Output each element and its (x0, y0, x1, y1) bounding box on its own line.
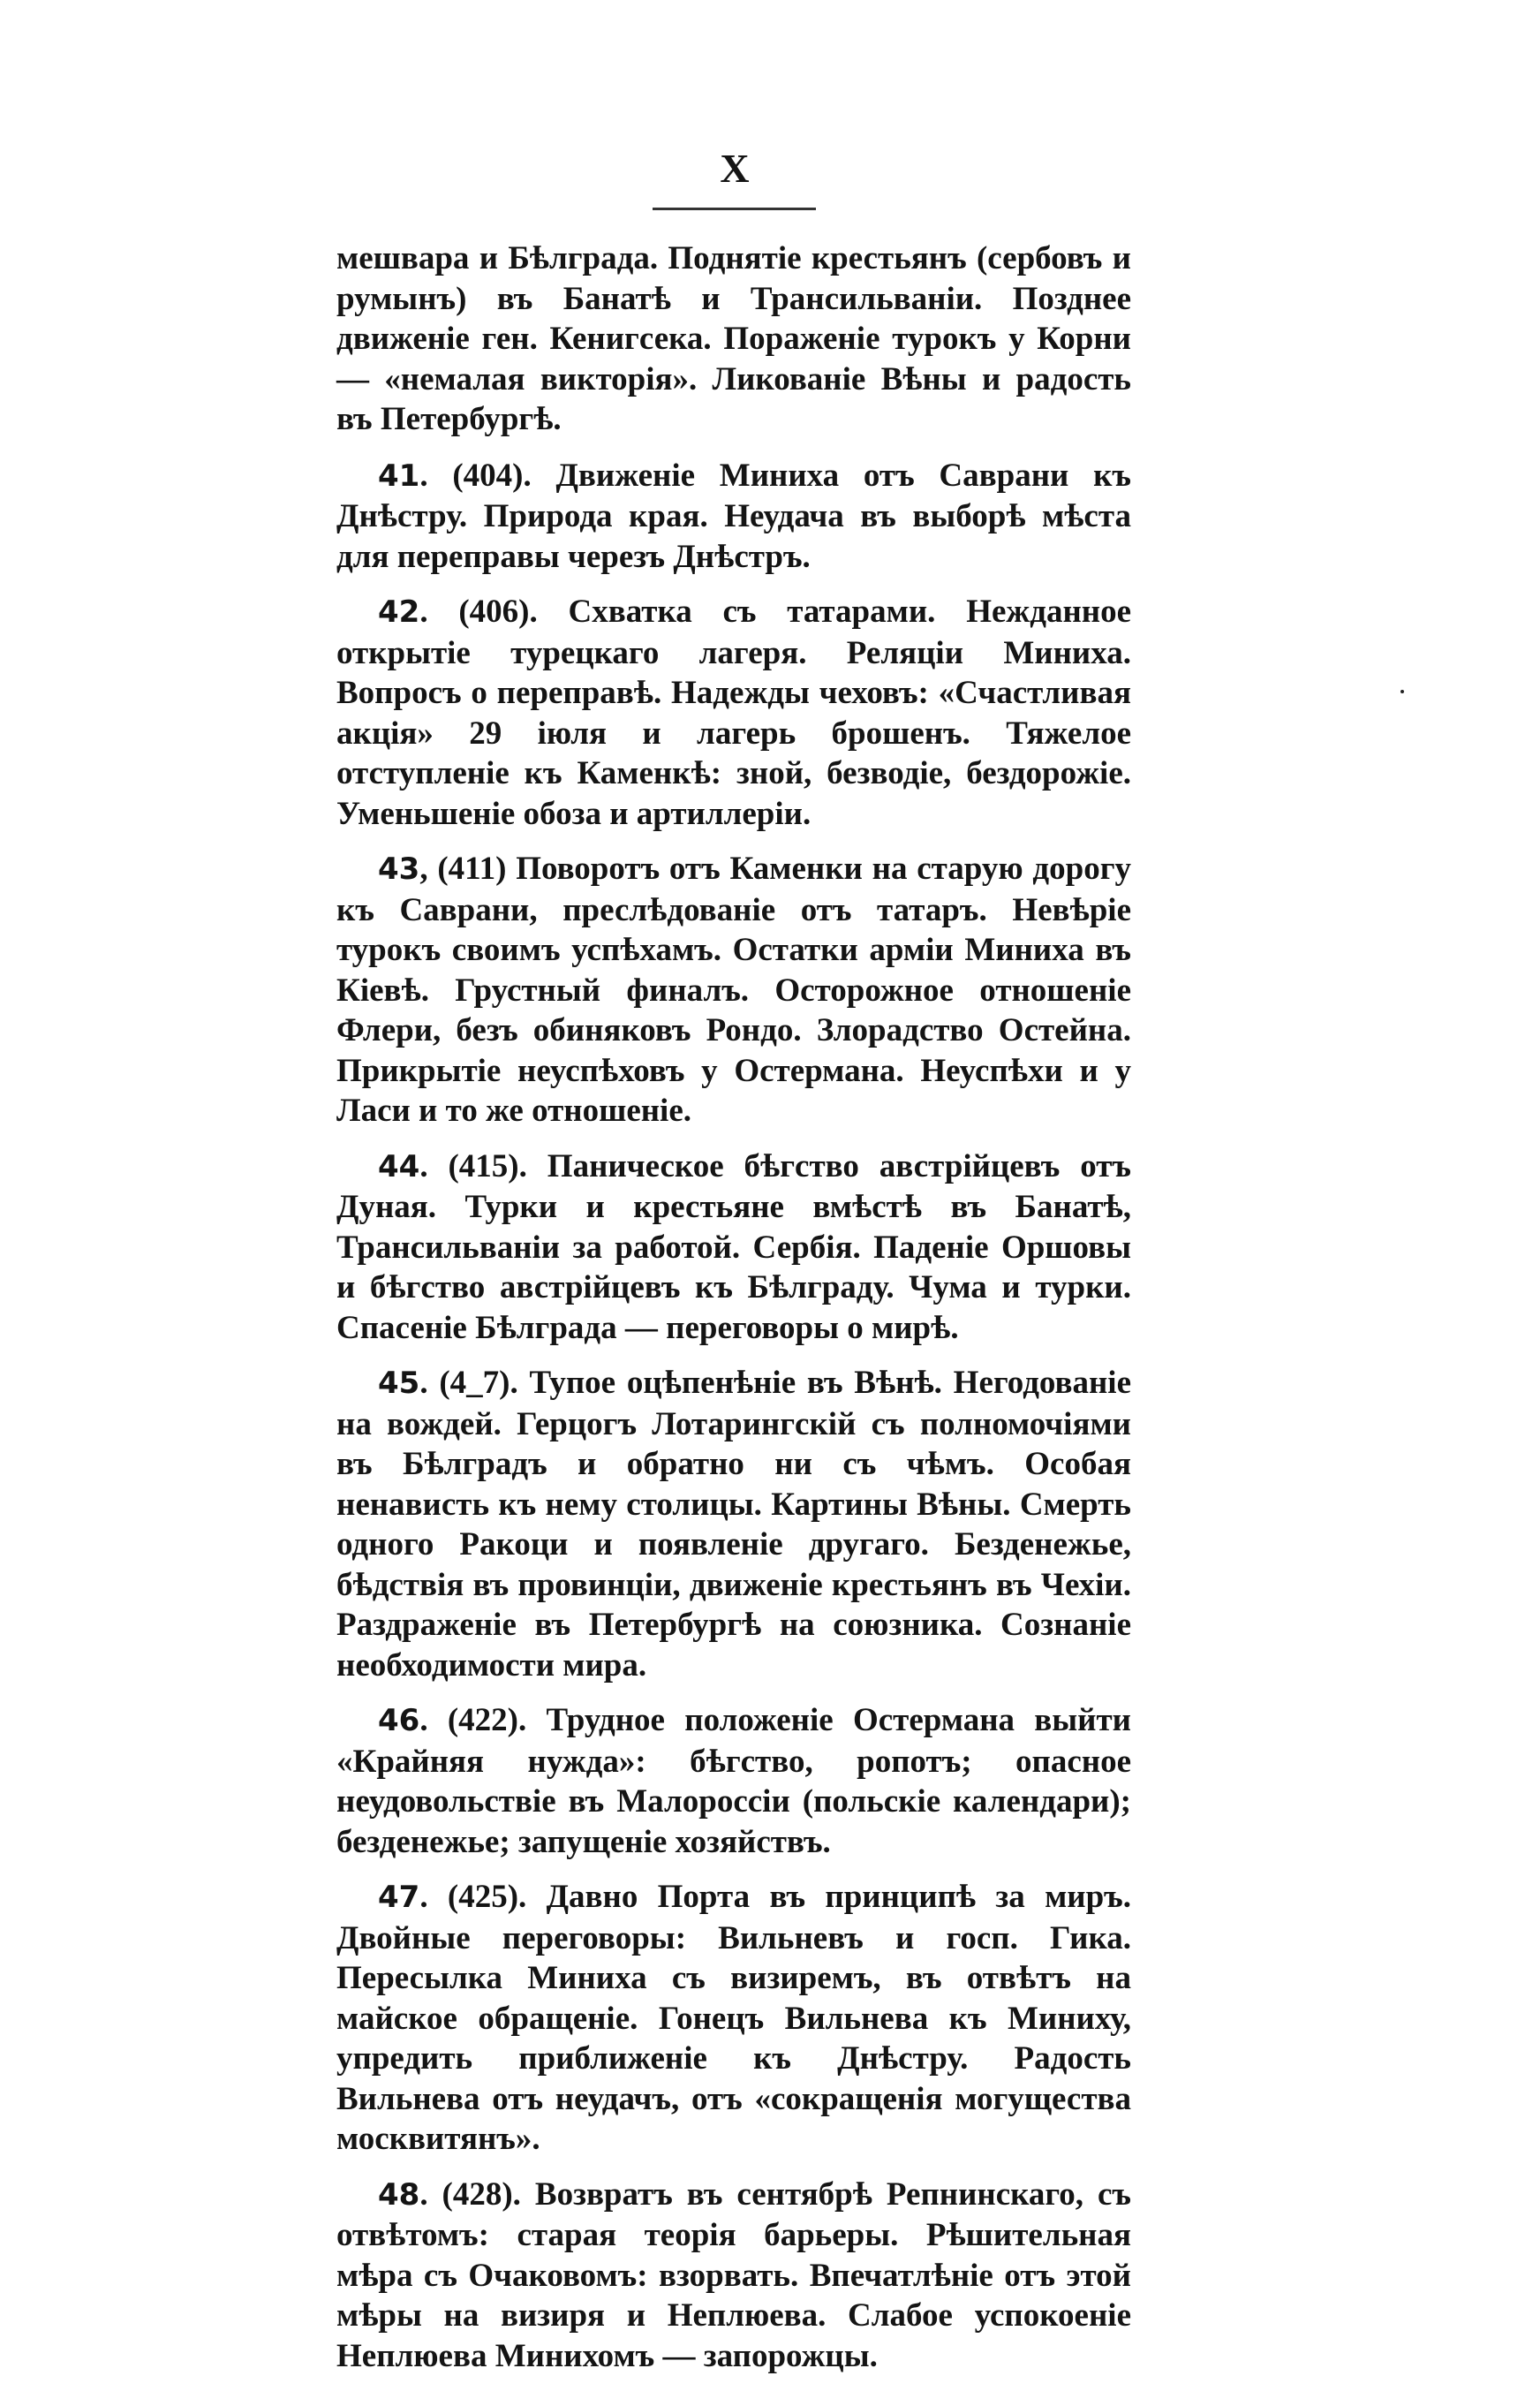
section-43 (336, 849, 1131, 1131)
section-45 (336, 1363, 1131, 1685)
section-47 (336, 1877, 1131, 2160)
section-number: 47 (378, 1880, 420, 1915)
section-number-sep: . (419, 1365, 428, 1401)
section-44 (336, 1146, 1131, 1349)
page-body (336, 238, 1131, 2391)
section-number: 43 (378, 851, 420, 887)
section-41 (336, 456, 1131, 578)
section-number: 44 (378, 1148, 420, 1184)
section-text: (428). Возвратъ въ сентябрѣ Репнинскаго, съ отвѣтомъ: старая теорія барьеры. Рѣшительная мѣра съ Очаковомъ: взорвать. Впечатлѣніе отъ этой мѣры на визиря и Неплюева. Слабое успокоеніе Неплюева Минихомъ — запорожцы. (336, 2175, 1131, 2374)
ink-speck (1400, 690, 1404, 693)
section-text: (404). Движеніе Миниха отъ Саврани къ Днѣстру. Природа края. Неудача въ выборѣ мѣста для переправы черезъ Днѣстръ. (336, 457, 1131, 575)
section-number-sep: . (419, 2175, 428, 2213)
section-number-sep: . (419, 1702, 428, 1738)
section-number: 46 (378, 1703, 420, 1738)
page-number: X (720, 146, 750, 191)
section-number: 42 (378, 594, 420, 630)
section-46 (336, 1700, 1131, 1862)
section-number-sep: . (419, 594, 428, 630)
section-number-sep: . (419, 1879, 428, 1915)
section-48 (336, 2175, 1131, 2377)
section-number-sep: , (419, 851, 428, 887)
section-text: (425). Давно Порта въ принципѣ за миръ. Двойные переговоры: Вильневъ и госп. Гика. Пересылка Миниха съ визиремъ, въ отвѣтъ на майское обращеніе. Гонецъ Вильнева къ Миниху, упредить приближеніе къ Днѣстру. Радость Вильнева отъ неудачъ, отъ «сокращенія могущества москвитянъ». (336, 1879, 1131, 2157)
section-text: (406). Схватка съ татарами. Нежданное открытіе турецкаго лагеря. Реляціи Миниха. Вопросъ о переправѣ. Надежды чеховъ: «Счастливая акція» 29 іюля и лагерь брошенъ. Тяжелое отступленіе къ Каменкѣ: зной, безводіе, бездорожіе. Уменьшеніе обоза и артиллеріи. (336, 594, 1131, 832)
section-number: 45 (378, 1366, 420, 1401)
intro-paragraph: мешвара и Бѣлграда. Поднятіе крестьянъ (сербовъ и румынъ) въ Банатѣ и Трансильваніи. Позднее движеніе ген. Кенигсека. Пораженіе турокъ у Корни — «немалая викторія». Ликованіе Вѣны и радость въ Петербургѣ. (336, 240, 1131, 437)
section-text: (415). Паническое бѣгство австрійцевъ отъ Дуная. Турки и крестьяне вмѣстѣ въ Банатѣ, Трансильваніи за работой. Сербія. Паденіе Оршовы и бѣгство австрійцевъ къ Бѣлграду. Чума и турки. Спасеніе Бѣлграда — переговоры о мирѣ. (336, 1147, 1131, 1346)
section-number-sep: . (419, 457, 428, 494)
section-text: (411) Поворотъ отъ Каменки на старую дорогу къ Саврани, преслѣдованіе отъ татаръ. Невѣріе турокъ своимъ успѣхамъ. Остатки арміи Миниха въ Кіевѣ. Грустный финалъ. Осторожное отношеніе Флери, безъ обиняковъ Рондо. Злорадство Остейна. Прикрытіе неуспѣховъ у Остермана. Неуспѣхи и у Ласи и то же отношеніе. (336, 851, 1131, 1129)
section-text: (4_7). Тупое оцѣпенѣніе въ Вѣнѣ. Негодованіе на вождей. Герцогъ Лотарингскій съ полномочіями въ Бѣлградъ и обратно ни съ чѣмъ. Особая ненависть къ нему столицы. Картины Вѣны. Смерть одного Ракоци и появленіе другаго. Безденежье, бѣдствія въ провинціи, движеніе крестьянъ въ Чехіи. Раздраженіе въ Петербургѣ на союзника. Сознаніе необходимости мира. (336, 1365, 1131, 1684)
section-42 (336, 592, 1131, 834)
header-rule (653, 208, 816, 210)
section-text: (422). Трудное положеніе Остермана выйти «Крайняя нужда»: бѣгство, ропотъ; опасное неудовольствіе въ Малороссіи (польскіе календари); безденежье; запущеніе хозяйствъ. (336, 1702, 1131, 1860)
section-number-sep: . (419, 1147, 428, 1184)
section-number: 48 (378, 2176, 420, 2213)
section-number: 41 (378, 458, 420, 494)
